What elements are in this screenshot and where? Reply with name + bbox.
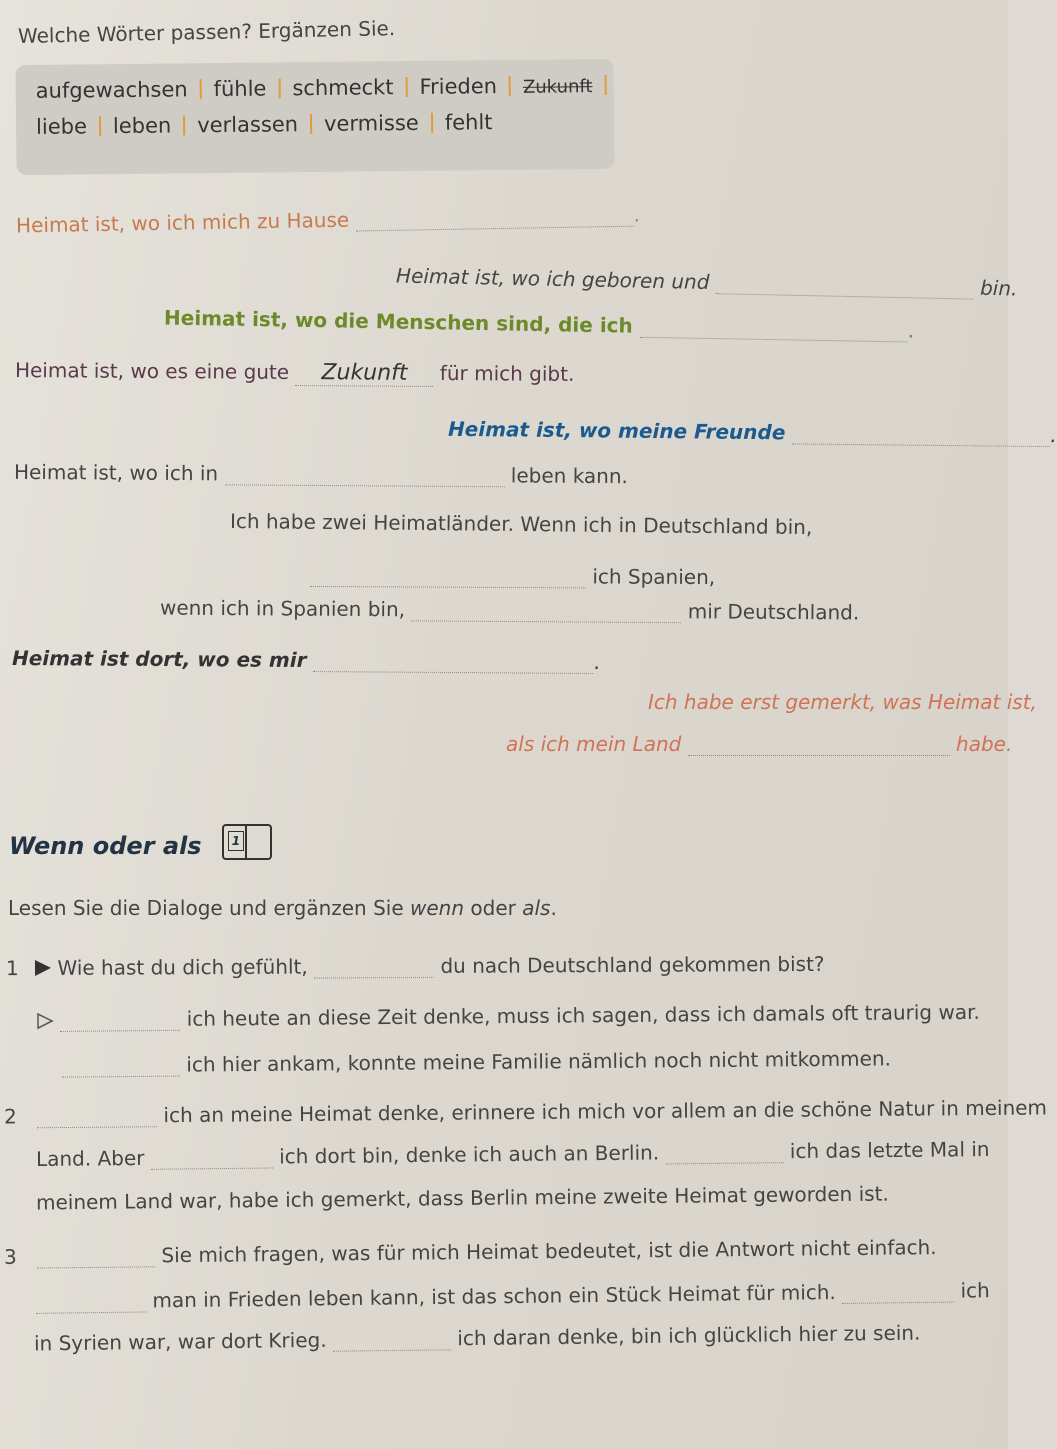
sentence-6-text: Heimat ist, wo ich in <box>13 459 219 486</box>
sentence-7-line-2-text: ich Spanien, <box>592 564 716 590</box>
word-separator <box>431 113 433 133</box>
dialog-3-line-3-text-a: in Syrien war, war dort Krieg. <box>33 1327 327 1356</box>
blank-6[interactable] <box>224 464 504 487</box>
sentence-7-line-3-text: wenn ich in Spanien bin, <box>159 595 406 622</box>
dialog-1-line-2 <box>36 1000 980 1032</box>
sentence-3-text: Heimat ist, wo die Menschen sind, die ich <box>163 305 633 338</box>
instruction-end: . <box>550 896 557 920</box>
sentence-6-end: leben kann. <box>510 463 629 489</box>
dialog-2-line-2 <box>36 1137 990 1171</box>
word-liebe: liebe <box>35 114 88 139</box>
dialog-3-line-3 <box>34 1321 921 1356</box>
section-instruction <box>8 896 557 920</box>
dialog-2-line-2-text-b: ich dort bin, denke ich auch an Berlin. <box>278 1140 660 1169</box>
sentence-5 <box>448 417 1057 447</box>
instruction-wenn: wenn <box>410 896 465 920</box>
sentence-8-text: Heimat ist dort, wo es mir <box>11 645 307 673</box>
word-separator <box>183 115 185 135</box>
instruction-text: Lesen Sie die Dialoge und ergänzen Sie <box>8 896 404 920</box>
sentence-1-end: . <box>633 202 641 227</box>
dialog-3-line-2-text-b: ich <box>960 1278 990 1303</box>
word-separator <box>278 78 280 98</box>
sentence-7-line-1: Ich habe zwei Heimatländer. Wenn ich in Deutschland bin, <box>229 508 813 540</box>
dialog-3-line-1 <box>4 1235 937 1269</box>
sentence-8-end: . <box>593 650 600 675</box>
word-verlassen: verlassen <box>197 112 299 138</box>
dialog-1-line-1 <box>6 952 825 980</box>
blank-d3-1[interactable] <box>37 1246 155 1268</box>
sentence-4-text: Heimat ist, wo es eine gute <box>14 358 290 384</box>
blank-d2-1[interactable] <box>37 1106 157 1128</box>
sentence-1 <box>16 203 640 238</box>
dialog-2-line-1-text: ich an meine Heimat denke, erinnere ich mich vor allem an die schöne Natur in meinem <box>163 1095 1048 1128</box>
dialog-3-line-2 <box>36 1278 990 1314</box>
dialog-3-line-3-text-b: ich daran denke, bin ich glücklich hier zu sein. <box>457 1320 921 1351</box>
dialog-3-line-2-text-a: man in Frieden leben kann, ist das schon ein Stück Heimat für mich. <box>152 1280 836 1313</box>
dialog-1-line-2-text: ich heute an diese Zeit denke, muss ich sagen, dass ich damals oft traurig war. <box>186 999 980 1031</box>
sentence-3 <box>164 305 914 342</box>
dialog-2-line-2-text-c: ich das letzte Mal in <box>789 1137 990 1164</box>
dialog-2-number: 2 <box>3 1104 17 1129</box>
word-bank <box>15 59 614 175</box>
blank-8[interactable] <box>313 651 593 674</box>
section-heading <box>9 824 272 860</box>
sentence-9-line-2-text: als ich mein Land <box>506 732 682 756</box>
sentence-7-line-3-end: mir Deutschland. <box>687 599 860 625</box>
dialog-1-text-a: Wie hast du dich gefühlt, <box>57 954 308 980</box>
word-leben: leben <box>112 113 172 139</box>
dialog-2-line-1 <box>4 1095 1047 1128</box>
book-number: 1 <box>228 831 244 851</box>
sentence-6 <box>14 460 628 488</box>
word-aufgewachsen: aufgewachsen <box>35 77 188 103</box>
dialog-2-line-2-text-a: Land. Aber <box>35 1145 145 1171</box>
word-separator <box>604 75 606 95</box>
blank-5[interactable] <box>792 423 1050 447</box>
blank-2[interactable] <box>716 273 974 299</box>
blank-d2-2[interactable] <box>151 1148 273 1170</box>
sentence-9-line-2-end: habe. <box>956 732 1013 756</box>
word-frieden: Frieden <box>419 74 498 99</box>
word-fehlt: fehlt <box>444 110 493 135</box>
dialog-2-line-3: meinem Land war, habe ich gemerkt, dass Berlin meine zweite Heimat geworden ist. <box>35 1181 889 1215</box>
sentence-3-end: . <box>907 318 915 343</box>
blank-d3-4[interactable] <box>333 1329 451 1351</box>
dialog-1-number: 1 <box>5 956 19 981</box>
sentence-4-end: für mich gibt. <box>439 361 575 386</box>
word-separator <box>310 114 312 134</box>
sentence-8 <box>12 646 600 674</box>
blank-1[interactable] <box>355 206 633 232</box>
word-bank-line-1 <box>36 73 619 103</box>
sentence-4 <box>15 358 575 388</box>
blank-d3-3[interactable] <box>842 1282 954 1304</box>
sentence-9-line-1: Ich habe erst gemerkt, was Heimat ist, <box>648 690 1037 714</box>
sentence-7-line-2 <box>310 563 715 589</box>
sentence-2 <box>396 263 1018 300</box>
sentence-2-text: Heimat ist, wo ich geboren und <box>395 263 710 295</box>
speaker-b-arrow-icon <box>36 1012 54 1030</box>
sentence-7-line-3 <box>160 596 859 625</box>
blank-7b[interactable] <box>411 600 681 623</box>
blank-d2-3[interactable] <box>665 1142 783 1164</box>
blank-9[interactable] <box>688 735 950 756</box>
speaker-a-arrow-icon <box>35 960 51 976</box>
book-icon <box>222 824 272 860</box>
blank-d1-1[interactable] <box>314 957 434 979</box>
instruction-oder: oder <box>470 896 516 920</box>
word-separator <box>509 76 511 96</box>
blank-d1-2[interactable] <box>60 1010 180 1032</box>
instruction-als: als <box>522 896 551 920</box>
sentence-9-line-2 <box>506 732 1012 756</box>
word-separator <box>405 77 407 97</box>
word-separator <box>99 116 101 136</box>
dialog-3-number: 3 <box>3 1244 17 1269</box>
sentence-2-end: bin. <box>979 275 1018 301</box>
word-zukunft-struck: Zukunft <box>522 76 593 98</box>
blank-d3-2[interactable] <box>36 1291 146 1313</box>
sentence-5-text: Heimat ist, wo meine Freunde <box>447 416 786 445</box>
sentence-1-text: Heimat ist, wo ich mich zu Hause <box>15 207 350 238</box>
word-schmeckt: schmeckt <box>292 75 394 101</box>
sentence-5-end: . <box>1050 423 1057 448</box>
exercise-instruction: Welche Wörter passen? Ergänzen Sie. <box>17 16 396 48</box>
word-vermisse: vermisse <box>323 110 419 136</box>
blank-7a[interactable] <box>310 566 586 588</box>
word-separator <box>200 79 202 99</box>
blank-4-filled[interactable]: Zukunft <box>295 361 433 387</box>
word-fuehle: fühle <box>213 76 267 102</box>
dialog-1-line-3 <box>62 1046 891 1077</box>
blank-d1-3[interactable] <box>62 1056 180 1078</box>
section-title: Wenn oder als <box>9 832 202 860</box>
dialog-3-line-1-text: Sie mich fragen, was für mich Heimat bedeutet, ist die Antwort nicht einfach. <box>161 1235 937 1268</box>
word-bank-line-2 <box>36 110 493 139</box>
blank-3[interactable] <box>640 317 908 343</box>
dialog-1-line-3-text: ich hier ankam, konnte meine Familie nämlich noch nicht mitkommen. <box>186 1046 892 1077</box>
dialog-1-text-b: du nach Deutschland gekommen bist? <box>440 951 825 978</box>
